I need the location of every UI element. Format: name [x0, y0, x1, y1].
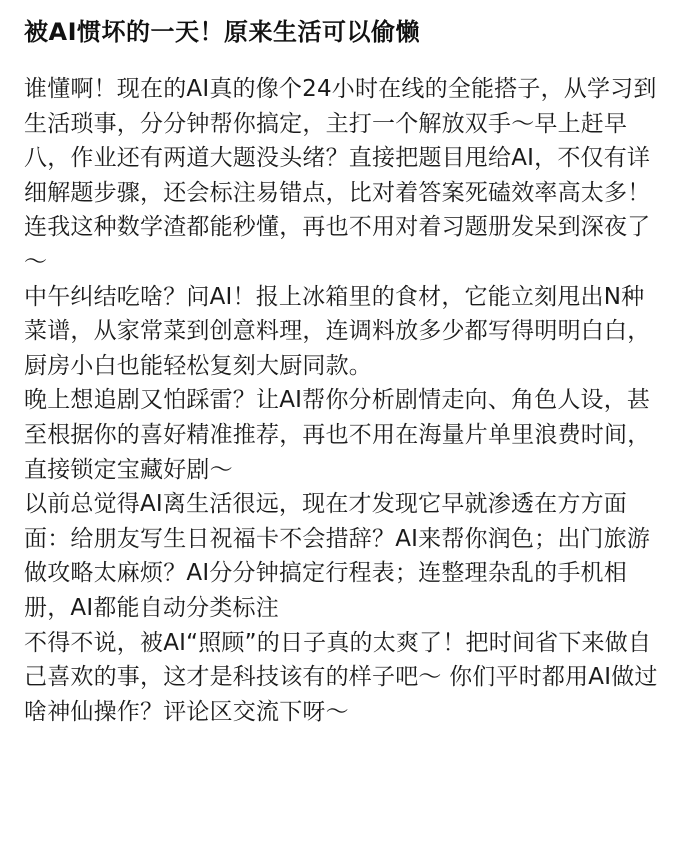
post-body: [24, 72, 666, 729]
paragraph-homework: 谁懂啊！现在的AI真的像个24小时在线的全能搭子，从学习到生活琐事，分分钟帮你搞定，主打一个解放双手～早上赶早八，作业还有两道大题没头绪？直接把题目甩给AI，不仅有详细解题步骤，还会标注易错点，比对着答案死磕效率高太多！连我这种数学渣都能秒懂，再也不用对着习题册发呆到深夜了～: [24, 76, 657, 275]
post-title: 被AI惯坏的一天！原来生活可以偷懒: [24, 18, 421, 46]
paragraph-drama: 晚上想追剧又怕踩雷？让AI帮你分析剧情走向、角色人设，甚至根据你的喜好精准推荐，再也不用在海量片单里浪费时间，直接锁定宝藏好剧～: [24, 387, 651, 483]
paragraph-conclusion: 不得不说，被AI“照顾”的日子真的太爽了！把时间省下来做自己喜欢的事，这才是科技该有的样子吧～ 你们平时都用AI做过啥神仙操作？评论区交流下呀～: [24, 629, 658, 725]
paragraph-lunch: 中午纠结吃啥？问AI！报上冰箱里的食材，它能立刻甩出N种菜谱，从家常菜到创意料理，连调料放多少都写得明明白白，厨房小白也能轻松复刻大厨同款。: [24, 283, 651, 379]
paragraph-daily-life: 以前总觉得AI离生活很远，现在才发现它早就渗透在方方面面：给朋友写生日祝福卡不会措辞？AI来帮你润色；出门旅游做攻略太麻烦？AI分分钟搞定行程表；连整理杂乱的手机相册，AI都能自动分类标注: [24, 491, 651, 621]
